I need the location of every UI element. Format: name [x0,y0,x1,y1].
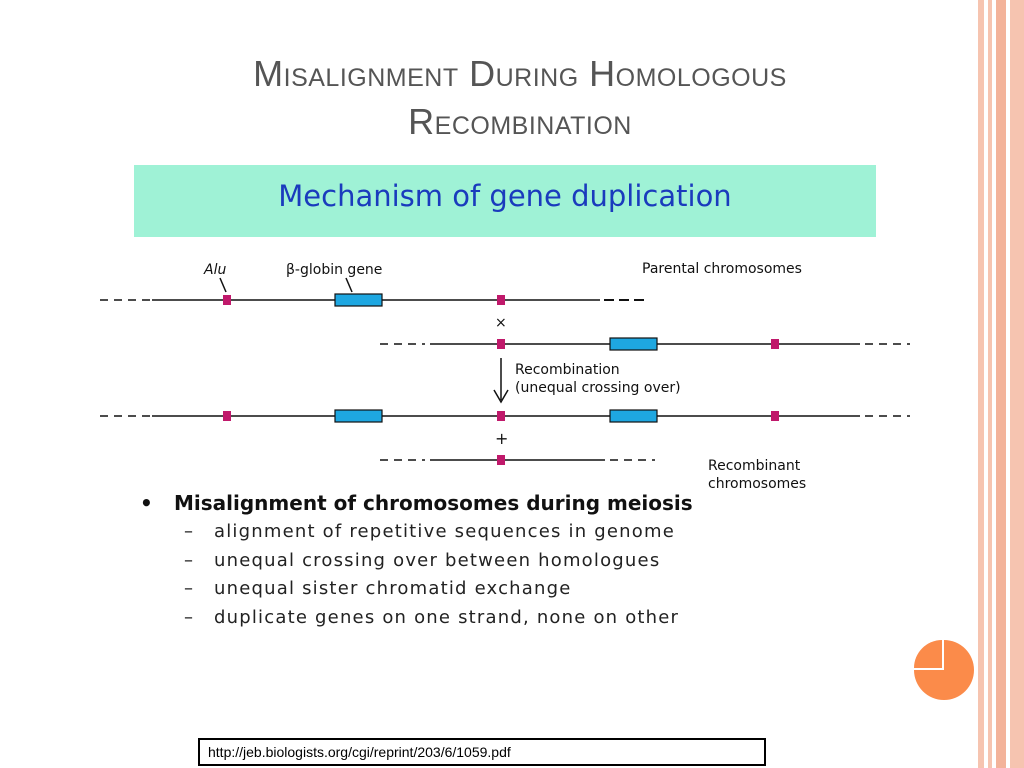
alu-marker [497,411,505,421]
alu-marker [223,411,231,421]
sub-bullet-text: duplicate genes on one strand, none on other [214,606,680,628]
alu-marker [497,339,505,349]
source-url[interactable]: http://jeb.biologists.org/cgi/reprint/203/6/1059.pdf [208,744,511,760]
bullet-main-text: Misalignment of chromosomes during meiosis [174,491,693,515]
sub-bullet [184,575,840,604]
alu-pointer [220,278,226,292]
bullet-dot: • [140,491,153,515]
bullet-list [140,488,840,632]
decor-stripe [996,0,1006,768]
decorative-circle-icon [912,638,976,702]
label-unequal-crossing: (unequal crossing over) [515,380,681,396]
label-parental: Parental chromosomes [642,261,802,277]
dash: – [184,521,195,542]
globin-gene-box [610,410,657,422]
sub-bullet [184,547,840,576]
globin-gene-box [335,294,382,306]
globin-gene-box [610,338,657,350]
decor-stripe [978,0,984,768]
globin-gene-box [335,410,382,422]
banner-title: Mechanism of gene duplication [278,179,732,213]
slide-title [100,50,940,146]
crossover-mark: × [495,315,507,331]
alu-marker [771,411,779,421]
alu-marker [497,455,505,465]
bullet-main [140,488,840,518]
title-line-1: Misalignment During Homologous [253,53,787,94]
dash: – [184,549,195,571]
source-url-box [198,738,766,766]
sub-bullet [184,518,840,547]
label-alu: Alu [204,262,227,278]
sub-bullet-text: unequal sister chromatid exchange [214,578,572,600]
alu-marker [497,295,505,305]
alu-marker [771,339,779,349]
sub-bullet [184,604,840,633]
sub-bullet-list [184,518,840,632]
label-recombination: Recombination [515,362,620,378]
decor-stripe [1010,0,1024,768]
decor-stripe [988,0,992,768]
dash: – [184,606,195,628]
label-globin: β-globin gene [286,262,383,278]
alu-marker [223,295,231,305]
chromosome-diagram [100,160,920,500]
title-line-2: Recombination [408,101,632,142]
label-recombinant-2: chromosomes [708,476,807,492]
sub-bullet-text: unequal crossing over between homologues [214,549,661,571]
dash: – [184,578,195,600]
sub-bullet-text: alignment of repetitive sequences in genome [214,521,675,542]
plus-mark: + [495,429,509,448]
globin-pointer [346,278,352,292]
label-recombinant-1: Recombinant [708,458,801,474]
